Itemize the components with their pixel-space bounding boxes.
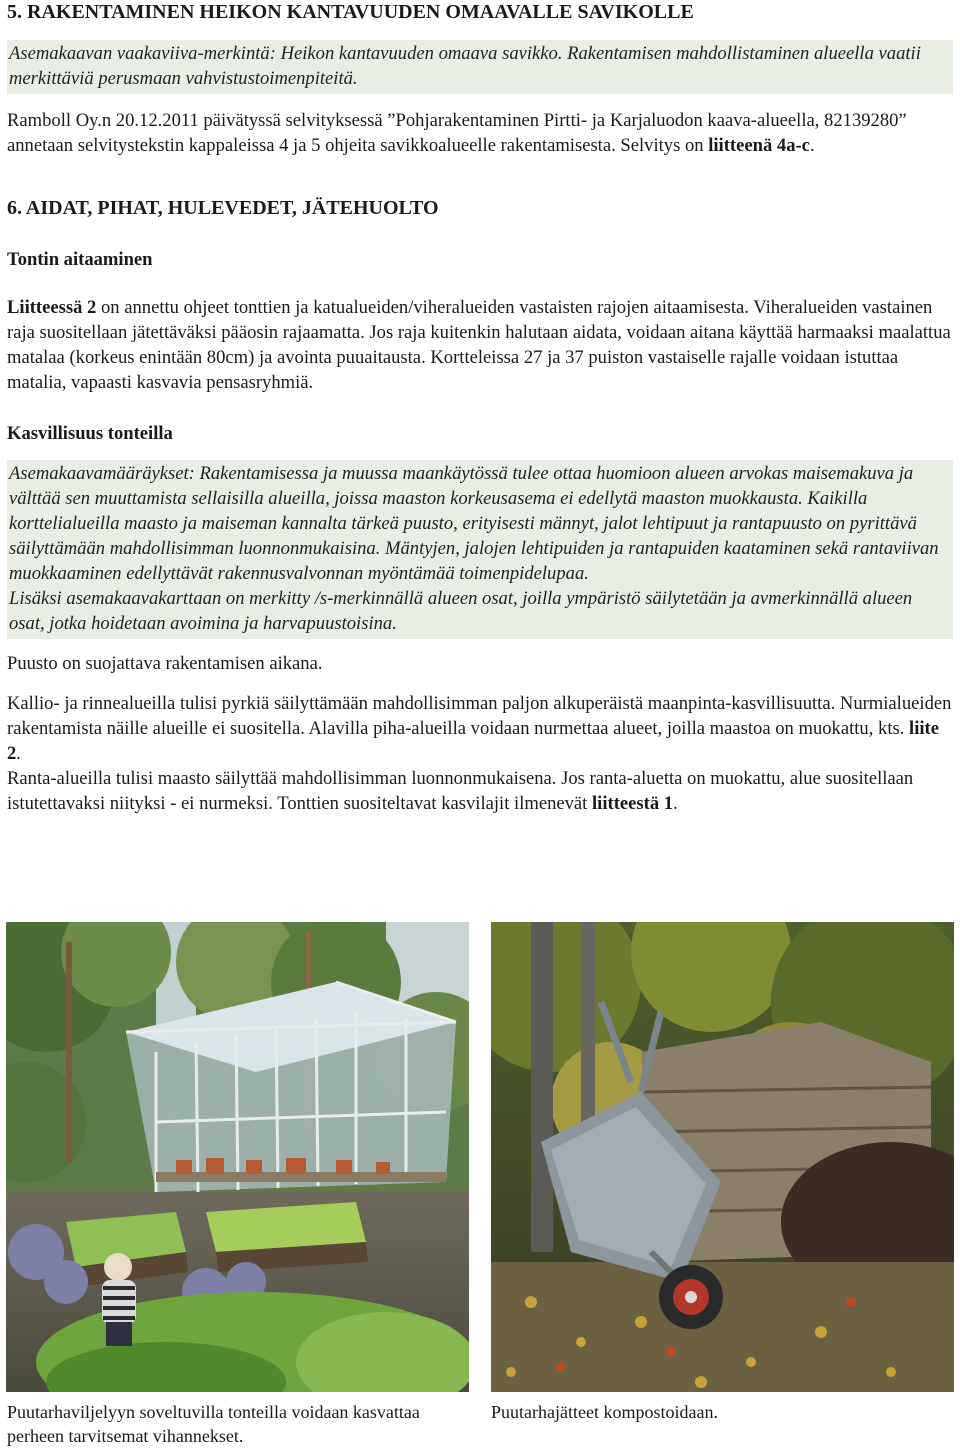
document-page — [7, 0, 953, 816]
section-5-heading: 5. RAKENTAMINEN HEIKON KANTAVUUDEN OMAAVALLE SAVIKOLLE — [7, 1, 694, 23]
greenhouse-garden-photo — [6, 922, 469, 1392]
compost-wheelbarrow-image — [491, 922, 954, 1392]
appendix-reference: liitteenä 4a-c — [708, 135, 810, 156]
appendix-reference: liitteestä 1 — [592, 793, 674, 814]
section-6-heading: 6. AIDAT, PIHAT, HULEVEDET, JÄTEHUOLTO — [7, 197, 439, 219]
vegetation-subheading: Kasvillisuus tonteilla — [7, 423, 173, 444]
slope-paragraph: Kallio- ja rinnealueilla tulisi pyrkiä säilyttämään mahdollisimman paljon alkuperäistä maanpinta-kasvillisuutta. Nurmialueiden rakentamista näille alueille ei suositella. Alavilla piha-alueilla voidaan nurmettaa alueet, joilla maastoa on muokattu, kts. liite 2. — [7, 693, 952, 764]
tree-protection-text: Puusto on suojattava rakentamisen aikana. — [7, 653, 323, 674]
photo-row — [6, 922, 954, 1392]
appendix-reference: liite 2 — [7, 718, 939, 764]
fencing-subheading: Tontin aitaaminen — [7, 249, 153, 270]
section-5-paragraph: Ramboll Oy.n 20.12.2011 päivätyssä selvityksessä ”Pohjarakentaminen Pirtti- ja Karjaluodon kaava-alueella, 82139280” annetaan selvitystekstin kappaleissa 4 ja 5 ohjeita savikkoalueelle rakentamisesta. Selvitys on liitteenä 4a-c. — [7, 110, 907, 156]
appendix-reference: Liitteessä 2 — [7, 297, 97, 318]
greenhouse-photo-caption: Puutarhaviljelyyn soveltuvilla tonteilla voidaan kasvattaa perheen tarvitsemat vihannekset. — [7, 1402, 420, 1446]
compost-wheelbarrow-photo — [491, 922, 954, 1392]
vegetation-regulation-note: Asemakaavamääräykset: Rakentamisessa ja muussa maankäytössä tulee ottaa huomioon alueen arvokas maisemakuva ja välttää sen muuttamista sellaisilla alueilla, joissa maaston korkeusasema ei edellytä maaston muokkausta. Kaikilla korttelialueilla maasto ja maiseman kannalta tärkeä puusto, erityisesti männyt, jalot lehtipuut ja rantapuusto on pyrittävä säilyttämään mahdollisimman luonnonmukaisina. Mäntyjen, jalojen lehtipuiden ja rantapuiden kaataminen sekä rantaviivan muokkaaminen edellyttävät rakennusvalvonnan myöntämää toimenpidelupaa. Lisäksi asemakaavakarttaan on merkitty /s-merkinnällä alueen osat, joilla ympäristö säilytetään ja avmerkinnällä alueen osat, jotka hoidetaan avoimina ja harvapuustoisina. — [7, 460, 953, 639]
shore-paragraph: Ranta-alueilla tulisi maasto säilyttää mahdollisimman luonnonmukaisena. Jos ranta-aluetta on muokattu, alue suositellaan istutettavaksi niityksi - ei nurmeksi. Tonttien suositeltavat kasvilajit ilmenevät liitteestä 1. — [7, 768, 914, 814]
section-5-regulation-note: Asemakaavan vaakaviiva-merkintä: Heikon kantavuuden omaava savikko. Rakentamisen mahdollistaminen alueella vaatii merkittäviä perusmaan vahvistustoimenpiteitä. — [7, 40, 953, 94]
compost-photo-caption: Puutarhajätteet kompostoidaan. — [491, 1402, 718, 1422]
fencing-paragraph: Liitteessä 2 on annettu ohjeet tonttien ja katualueiden/viheralueiden vastaisten rajojen aitaamisesta. Viheralueiden vastainen raja suositellaan jätettäväksi pääosin rajaamatta. Jos raja kuitenkin halutaan aidata, voidaan aitana käyttää harmaaksi maalattua matalaa (korkeus enintään 80cm) ja avointa puuaitausta. Kortteleissa 27 ja 37 puiston vastaiselle rajalle voidaan istuttaa matalia, vapaasti kasvavia pensasryhmiä. — [7, 297, 951, 393]
greenhouse-garden-image — [6, 922, 469, 1392]
